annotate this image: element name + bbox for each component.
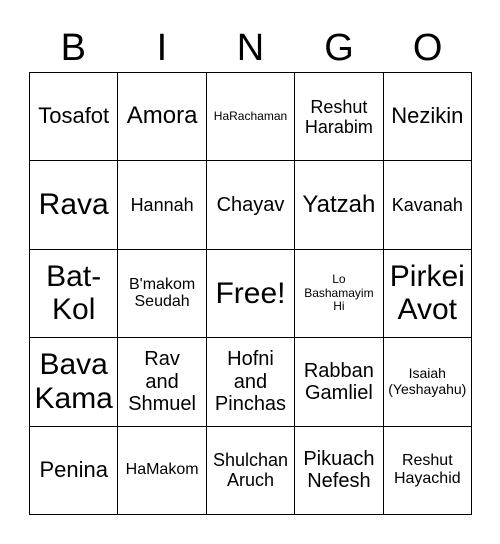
bingo-cell-r3c3[interactable] (207, 250, 295, 338)
header-letter-n: N (236, 27, 265, 69)
cell-label: Lo Bashamayim Hi (304, 272, 374, 314)
cell-label: HaMakom (125, 461, 199, 479)
cell-label: Chayav (216, 193, 285, 216)
header-letter-g: G (324, 27, 354, 69)
bingo-cell-r1c1[interactable] (30, 73, 118, 161)
cell-label: Penina (39, 456, 108, 482)
cell-label: Rabban Gamliel (303, 359, 374, 404)
bingo-cell-r5c5[interactable] (384, 427, 472, 515)
bingo-cell-r2c4[interactable] (295, 161, 383, 249)
cell-label: Kavanah (391, 195, 463, 216)
bingo-grid (29, 72, 472, 515)
cell-label: Free! (215, 276, 286, 310)
bingo-cell-r5c1[interactable] (30, 427, 118, 515)
bingo-cell-r3c5[interactable] (384, 250, 472, 338)
bingo-cell-r1c4[interactable] (295, 73, 383, 161)
cell-label: Reshut Harabim (304, 96, 373, 137)
bingo-cell-r2c5[interactable] (384, 161, 472, 249)
bingo-cell-r5c4[interactable] (295, 427, 383, 515)
bingo-cell-r3c4[interactable] (295, 250, 383, 338)
cell-label: Shulchan Aruch (212, 450, 289, 491)
bingo-cell-r4c1[interactable] (30, 338, 118, 426)
header-letter-o: O (412, 27, 443, 69)
bingo-cell-r2c3[interactable] (207, 161, 295, 249)
bingo-cell-r3c1[interactable] (30, 250, 118, 338)
bingo-cell-r1c3[interactable] (207, 73, 295, 161)
bingo-cell-r2c1[interactable] (30, 161, 118, 249)
bingo-cell-r2c2[interactable] (118, 161, 206, 249)
cell-label: Hannah (130, 195, 194, 216)
cell-label: Bava Kama (34, 348, 113, 415)
cell-label: Amora (126, 102, 198, 130)
cell-label: Hofni and Pinchas (214, 348, 287, 416)
cell-label: Bat- Kol (46, 259, 102, 327)
header-letter-b: B (60, 27, 86, 69)
header-letter-i: I (156, 27, 168, 69)
bingo-cell-r4c3[interactable] (207, 338, 295, 426)
cell-label: HaRachaman (213, 108, 288, 123)
cell-label: Nezikin (391, 103, 464, 129)
cell-label: Rava (38, 188, 109, 222)
cell-label: Isaiah (Yeshayahu) (388, 365, 467, 397)
cell-label: Yatzah (302, 190, 376, 218)
bingo-header (29, 22, 472, 74)
cell-label: Pikuach Nefesh (303, 447, 375, 493)
bingo-cell-r4c2[interactable] (118, 338, 206, 426)
bingo-cell-r4c5[interactable] (384, 338, 472, 426)
bingo-cell-r5c2[interactable] (118, 427, 206, 515)
bingo-cell-r4c4[interactable] (295, 338, 383, 426)
bingo-cell-r5c3[interactable] (207, 427, 295, 515)
bingo-cell-r3c2[interactable] (118, 250, 206, 338)
cell-label: Rav and Shmuel (128, 348, 196, 416)
cell-label: Reshut Hayachid (393, 452, 461, 488)
bingo-cell-r1c5[interactable] (384, 73, 472, 161)
cell-label: Pirkei Avot (389, 259, 465, 327)
cell-label: B'makom Seudah (129, 275, 196, 311)
bingo-cell-r1c2[interactable] (118, 73, 206, 161)
cell-label: Tosafot (38, 103, 110, 129)
